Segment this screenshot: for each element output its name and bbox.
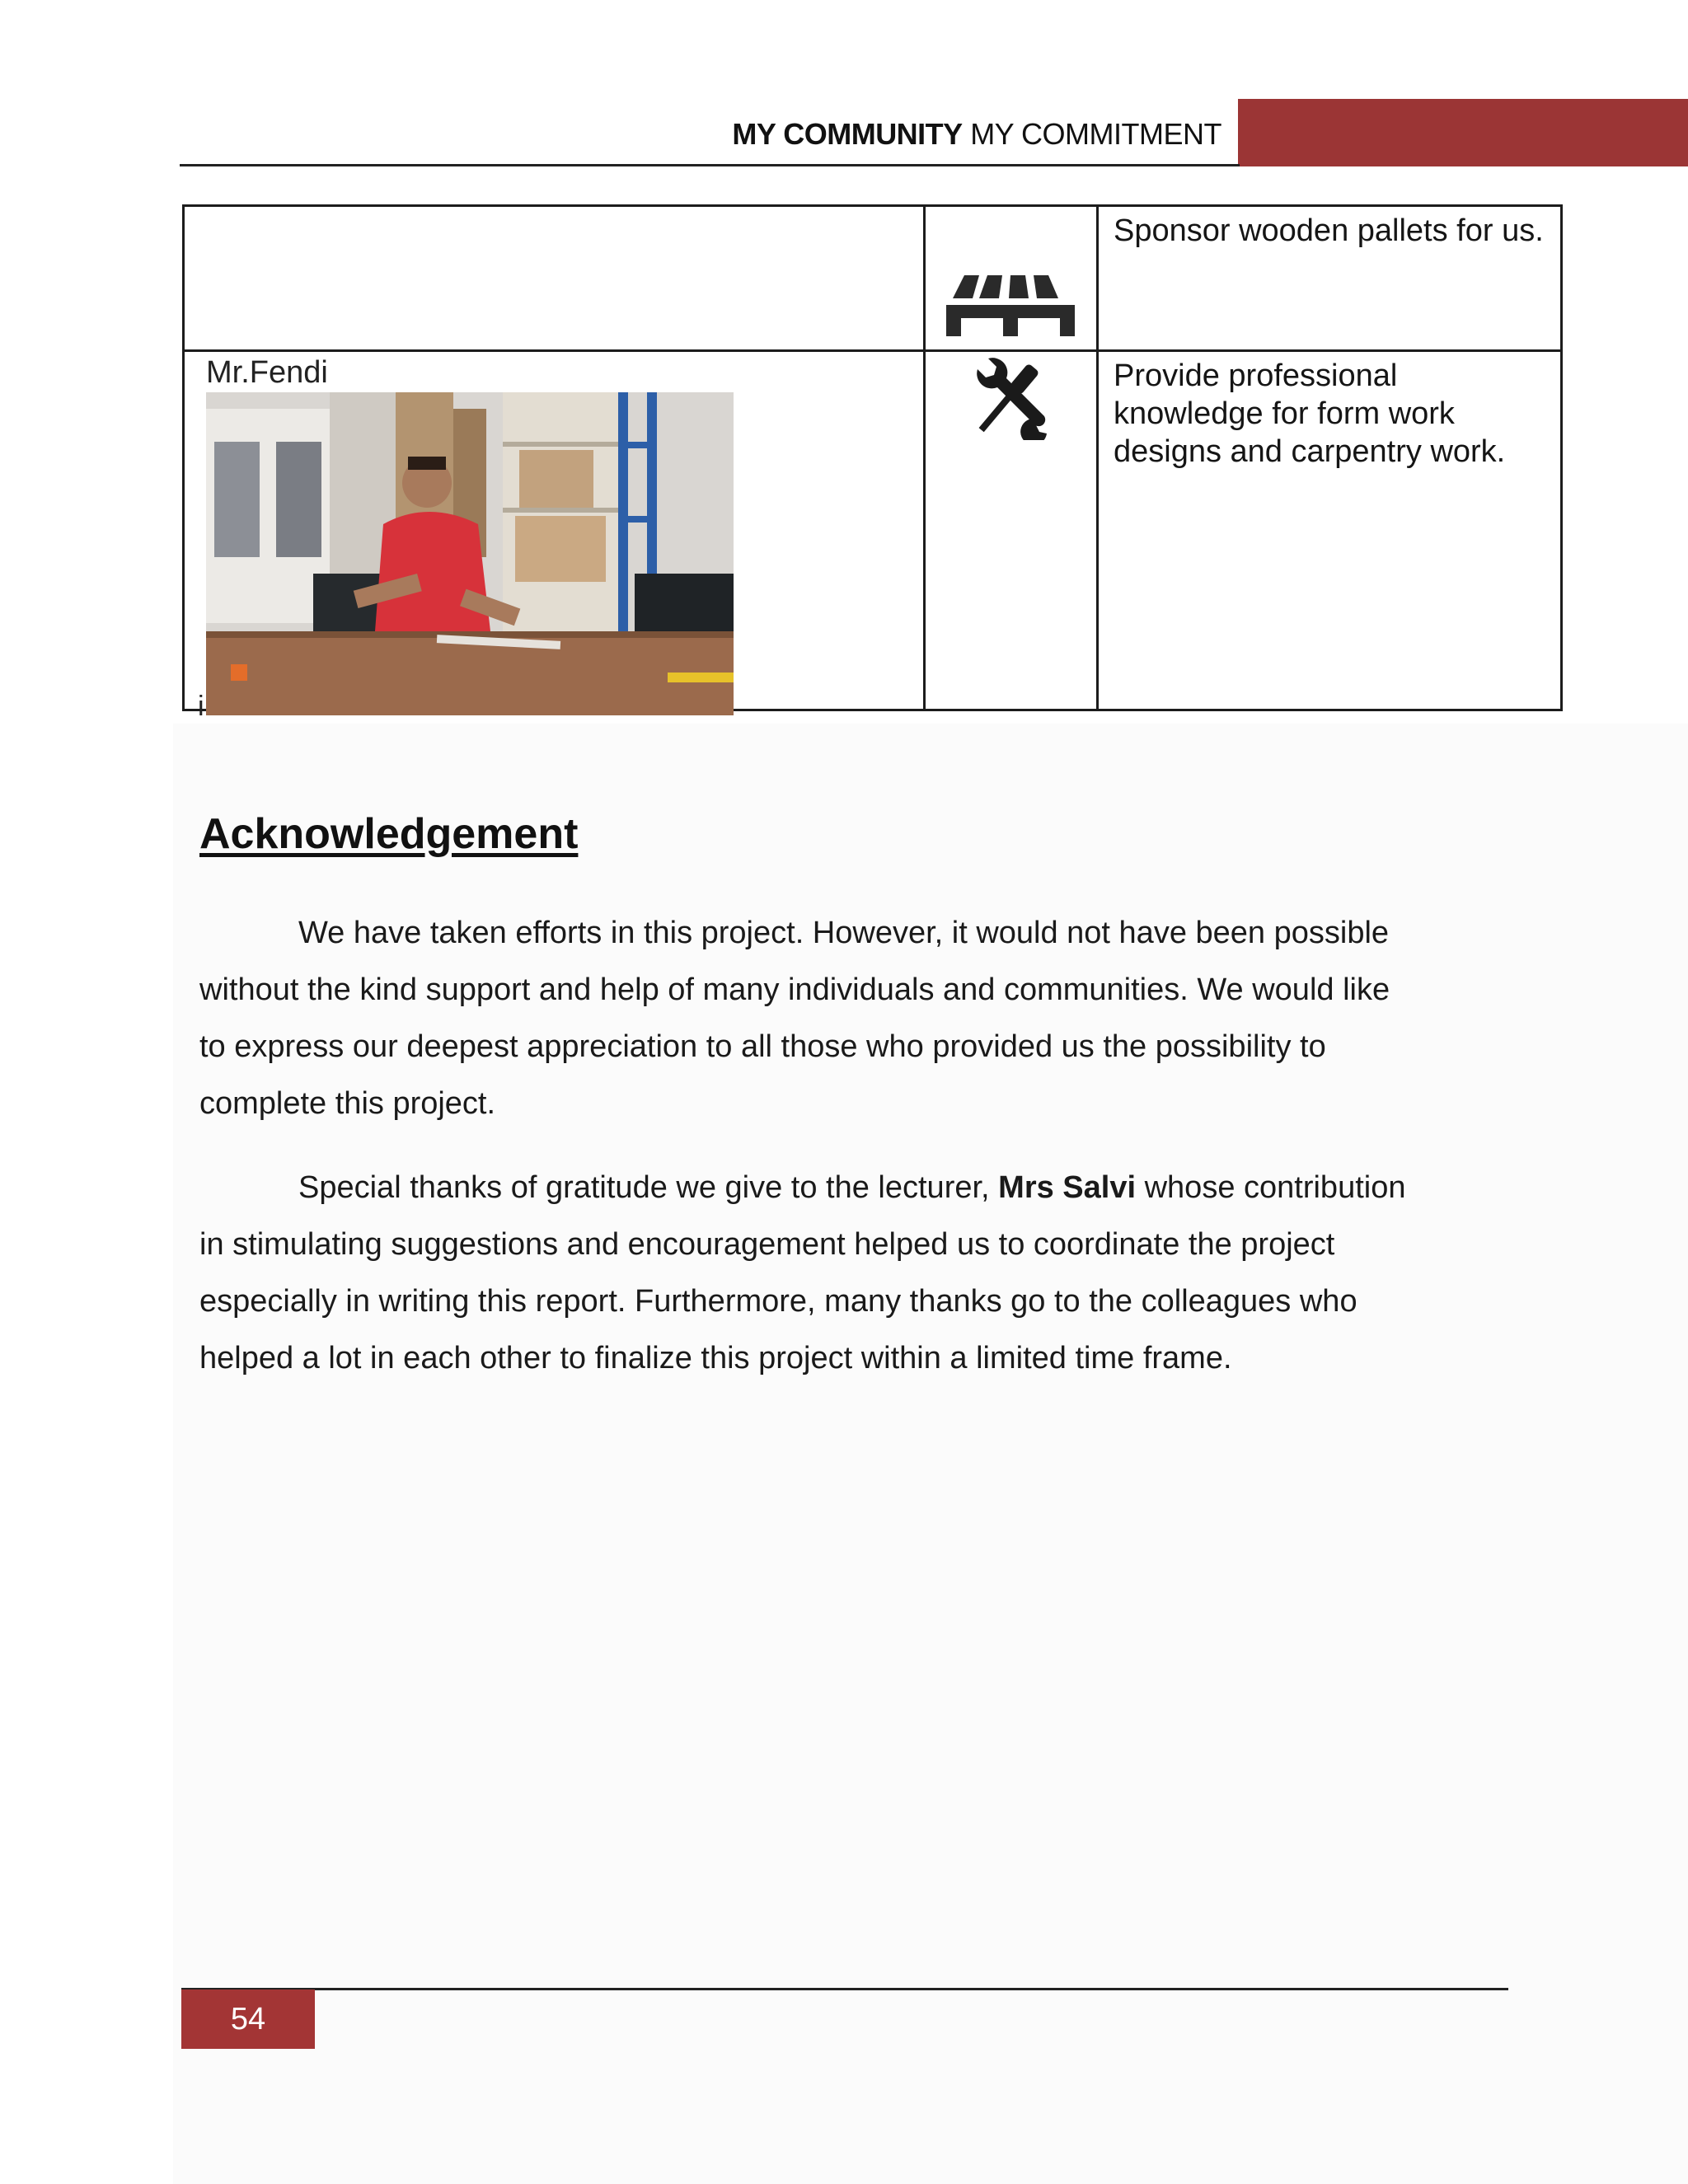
section-heading: Acknowledgement [199,810,579,858]
paragraph-1 [199,905,1485,1132]
contributor-name: Mr.Fendi [206,355,328,390]
contribution-description: Provide professional knowledge for form work designs and carpentry work. [1114,359,1506,469]
paragraph-line: to express our deepest appreciation to all those who provided us the possibility to [199,1029,1326,1064]
header-title-bold: MY COMMUNITY [732,117,963,151]
paragraph-line: complete this project. [199,1086,496,1121]
header-accent-bar [1238,99,1688,166]
footer-divider [181,1988,1508,1990]
header-divider [180,164,1240,166]
header-title-rest: MY COMMITMENT [962,117,1221,151]
lecturer-name: Mrs Salvi [998,1170,1137,1205]
description-cell [1098,206,1562,351]
text-after-name: whose contribution [1144,1170,1406,1205]
paragraph-line: especially in writing this report. Furthermore, many thanks go to the colleagues who [199,1284,1357,1319]
tools-icon [968,358,1055,440]
pallet-icon [941,272,1080,338]
paragraph-2 [199,1160,1485,1387]
header-title [181,117,1221,152]
contributor-name [185,207,923,210]
contribution-description: Sponsor wooden pallets for us. [1114,213,1544,248]
name-cell [184,206,925,351]
paragraph-line: in stimulating suggestions and encouragement helped us to coordinate the project [199,1227,1335,1262]
description-cell [1098,351,1562,710]
paragraph-line [199,1160,1485,1216]
paragraph-line: helped a lot in each other to finalize this project within a limited time frame. [199,1341,1232,1376]
stray-character: i [198,691,204,722]
page-number: 54 [181,1990,315,2049]
text-before-name: Special thanks of gratitude we give to the lecturer, [298,1170,990,1205]
contributor-photo [206,392,734,715]
paragraph-line: We have taken efforts in this project. However, it would not have been possible [298,916,1390,950]
paragraph-line: without the kind support and help of many individuals and communities. We would like [199,972,1390,1007]
table-row [184,206,1562,351]
